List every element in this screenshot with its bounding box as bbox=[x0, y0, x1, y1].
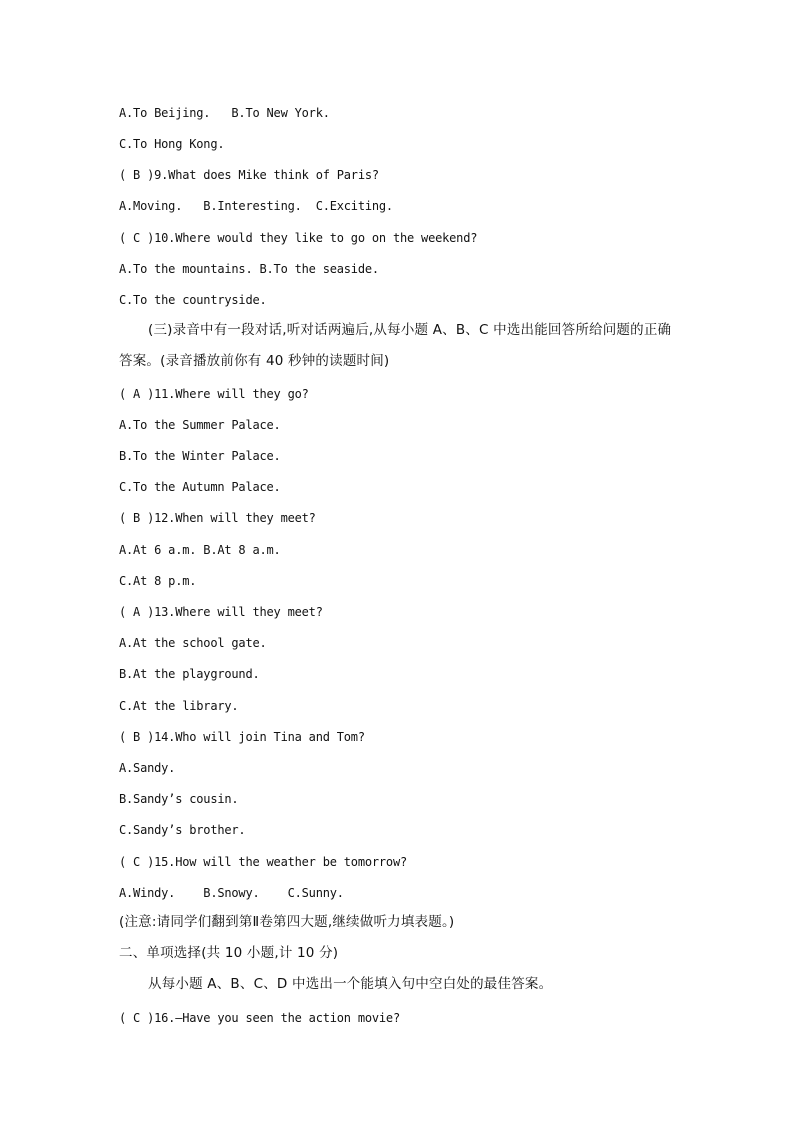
q14-option-b: B.Sandy’s cousin. bbox=[119, 792, 239, 806]
question-11: ( A )11.Where will they go? bbox=[119, 387, 309, 401]
q10-options-line-1: A.To the mountains. B.To the seaside. bbox=[119, 262, 379, 276]
q11-option-a: A.To the Summer Palace. bbox=[119, 418, 281, 432]
section-3-instruction-line-2: 答案。(录音播放前你有 40 秒钟的读题时间) bbox=[119, 353, 390, 369]
question-16: ( C )16.—Have you seen the action movie? bbox=[119, 1011, 400, 1025]
q8-options-line-1: A.To Beijing. B.To New York. bbox=[119, 106, 330, 120]
question-9: ( B )9.What does Mike think of Paris? bbox=[119, 168, 379, 182]
q14-option-a: A.Sandy. bbox=[119, 761, 176, 775]
section-3-instruction-line-1: (三)录音中有一段对话,听对话两遍后,从每小题 A、B、C 中选出能回答所给问题的正确 bbox=[148, 322, 672, 338]
q12-options-line-1: A.At 6 a.m. B.At 8 a.m. bbox=[119, 543, 281, 557]
q13-option-b: B.At the playground. bbox=[119, 667, 260, 681]
q9-options: A.Moving. B.Interesting. C.Exciting. bbox=[119, 199, 393, 213]
q10-options-line-2: C.To the countryside. bbox=[119, 293, 267, 307]
q11-option-b: B.To the Winter Palace. bbox=[119, 449, 281, 463]
question-12: ( B )12.When will they meet? bbox=[119, 511, 316, 525]
q12-options-line-2: C.At 8 p.m. bbox=[119, 574, 197, 588]
section-2-instruction: 从每小题 A、B、C、D 中选出一个能填入句中空白处的最佳答案。 bbox=[148, 976, 553, 992]
question-14: ( B )14.Who will join Tina and Tom? bbox=[119, 730, 365, 744]
question-10: ( C )10.Where would they like to go on the weekend? bbox=[119, 231, 478, 245]
question-15: ( C )15.How will the weather be tomorrow? bbox=[119, 855, 408, 869]
question-13: ( A )13.Where will they meet? bbox=[119, 605, 323, 619]
q13-option-a: A.At the school gate. bbox=[119, 636, 267, 650]
q8-options-line-2: C.To Hong Kong. bbox=[119, 137, 225, 151]
section-2-heading: 二、单项选择(共 10 小题,计 10 分) bbox=[119, 945, 339, 961]
q13-option-c: C.At the library. bbox=[119, 699, 239, 713]
q14-option-c: C.Sandy’s brother. bbox=[119, 823, 246, 837]
q15-options: A.Windy. B.Snowy. C.Sunny. bbox=[119, 886, 344, 900]
q11-option-c: C.To the Autumn Palace. bbox=[119, 480, 281, 494]
note-line: (注意:请同学们翻到第Ⅱ卷第四大题,继续做听力填表题。) bbox=[119, 914, 455, 930]
